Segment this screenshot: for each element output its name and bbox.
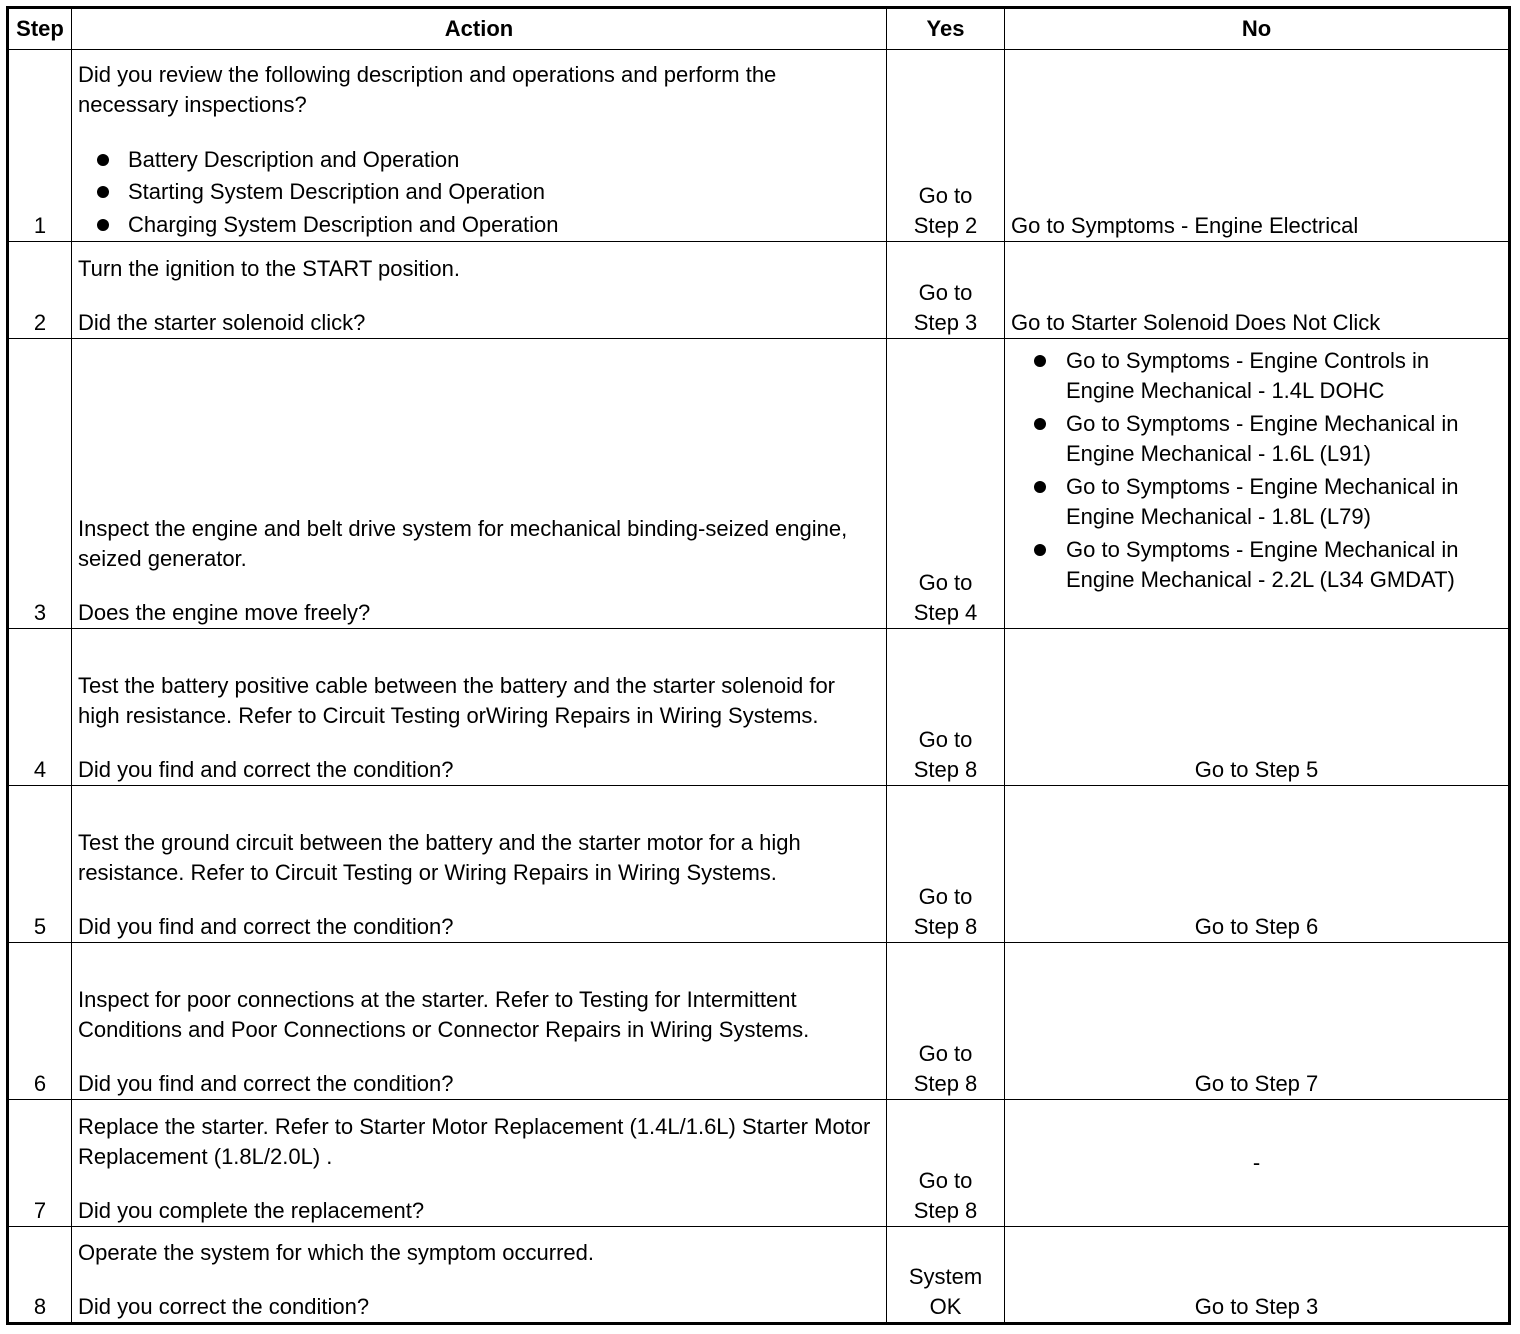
yes-cell: [887, 339, 1005, 629]
yes-line: Step 8: [913, 757, 978, 782]
yes-line: Step 8: [913, 1071, 978, 1096]
table-row: [8, 786, 1510, 943]
table-row: [8, 50, 1510, 242]
action-question: Did you find and correct the condition?: [78, 914, 454, 939]
table-row: [8, 943, 1510, 1100]
yes-line: Step 8: [913, 914, 978, 939]
action-question: Did the starter solenoid click?: [78, 310, 366, 335]
step-number: 4: [8, 629, 72, 786]
list-item: Go to Symptoms - Engine Mechanical in Engine Mechanical - 1.8L (L79): [1011, 472, 1502, 532]
table-row: [8, 339, 1510, 629]
table-row: [8, 629, 1510, 786]
header-action: Action: [72, 8, 887, 50]
list-item: Charging System Description and Operation: [78, 209, 880, 242]
action-text: Turn the ignition to the START position.: [78, 256, 460, 281]
action-text: Did you review the following description and operations and perform the necessary inspections?: [78, 61, 777, 117]
yes-line: Go to: [918, 1168, 973, 1193]
step-number: 2: [8, 242, 72, 339]
action-text: Test the battery positive cable between the battery and the starter solenoid for high resistance. Refer to Circuit Testing orWiring Repairs in Wiring Systems.: [78, 673, 836, 728]
action-question: Did you find and correct the condition?: [78, 1071, 454, 1096]
action-question: Did you find and correct the condition?: [78, 757, 454, 782]
yes-cell: [887, 1100, 1005, 1227]
yes-line: System: [908, 1264, 983, 1289]
no-cell: -: [1005, 1100, 1510, 1227]
step-number: 5: [8, 786, 72, 943]
table-row: [8, 1100, 1510, 1227]
list-item: Go to Symptoms - Engine Mechanical in Engine Mechanical - 1.6L (L91): [1011, 409, 1502, 469]
yes-cell: [887, 242, 1005, 339]
table-row: [8, 242, 1510, 339]
yes-cell: [887, 629, 1005, 786]
action-text: Operate the system for which the symptom occurred.: [78, 1240, 594, 1265]
action-question: Did you correct the condition?: [78, 1294, 370, 1319]
no-cell: Go to Step 5: [1005, 629, 1510, 786]
yes-line: Go to: [918, 183, 973, 208]
no-cell: Go to Step 6: [1005, 786, 1510, 943]
action-text: Test the ground circuit between the battery and the starter motor for a high resistance. Refer to Circuit Testing or Wiring Repairs in Wiring Systems.: [78, 830, 801, 885]
diagnostic-table: [6, 6, 1511, 1325]
step-number: 6: [8, 943, 72, 1100]
header-step: Step: [8, 8, 72, 50]
no-cell: Go to Step 7: [1005, 943, 1510, 1100]
list-item: Go to Symptoms - Engine Mechanical in Engine Mechanical - 2.2L (L34 GMDAT): [1011, 535, 1502, 595]
action-text: Inspect the engine and belt drive system for mechanical binding-seized engine, seized generator.: [78, 516, 848, 571]
action-cell: [72, 1227, 887, 1324]
action-cell: [72, 50, 887, 242]
header-row: [8, 8, 1510, 50]
no-cell: Go to Symptoms - Engine Electrical: [1005, 50, 1510, 242]
step-number: 3: [8, 339, 72, 629]
action-cell: [72, 339, 887, 629]
no-cell: Go to Step 3: [1005, 1227, 1510, 1324]
action-cell: [72, 629, 887, 786]
yes-cell: [887, 786, 1005, 943]
step-number: 7: [8, 1100, 72, 1227]
bullet-list: [78, 144, 880, 242]
table-row: [8, 1227, 1510, 1324]
step-number: 1: [8, 50, 72, 242]
list-item: Starting System Description and Operation: [78, 176, 880, 209]
yes-line: Step 3: [913, 310, 978, 335]
list-item: Battery Description and Operation: [78, 144, 880, 177]
yes-line: Go to: [918, 280, 973, 305]
header-yes: Yes: [887, 8, 1005, 50]
yes-line: OK: [929, 1294, 962, 1319]
yes-line: Step 8: [913, 1198, 978, 1223]
yes-line: Step 4: [913, 600, 978, 625]
action-cell: [72, 786, 887, 943]
header-no: No: [1005, 8, 1510, 50]
action-text: Inspect for poor connections at the starter. Refer to Testing for Intermittent Conditions and Poor Connections or Connector Repairs in Wiring Systems.: [78, 987, 810, 1042]
list-item: Go to Symptoms - Engine Controls in Engine Mechanical - 1.4L DOHC: [1011, 346, 1502, 406]
action-cell: [72, 943, 887, 1100]
yes-line: Step 2: [913, 213, 978, 238]
yes-line: Go to: [918, 1041, 973, 1066]
yes-cell: [887, 1227, 1005, 1324]
yes-line: Go to: [918, 884, 973, 909]
action-question: Did you complete the replacement?: [78, 1198, 425, 1223]
no-cell: [1005, 339, 1510, 629]
bullet-list: [1011, 346, 1502, 595]
action-cell: [72, 242, 887, 339]
yes-cell: [887, 50, 1005, 242]
action-text: Replace the starter. Refer to Starter Motor Replacement (1.4L/1.6L) Starter Motor Replacement (1.8L/2.0L) .: [78, 1114, 871, 1169]
yes-line: Go to: [918, 570, 973, 595]
action-question: Does the engine move freely?: [78, 600, 371, 625]
step-number: 8: [8, 1227, 72, 1324]
yes-cell: [887, 943, 1005, 1100]
no-cell: Go to Starter Solenoid Does Not Click: [1005, 242, 1510, 339]
action-cell: [72, 1100, 887, 1227]
yes-line: Go to: [918, 727, 973, 752]
